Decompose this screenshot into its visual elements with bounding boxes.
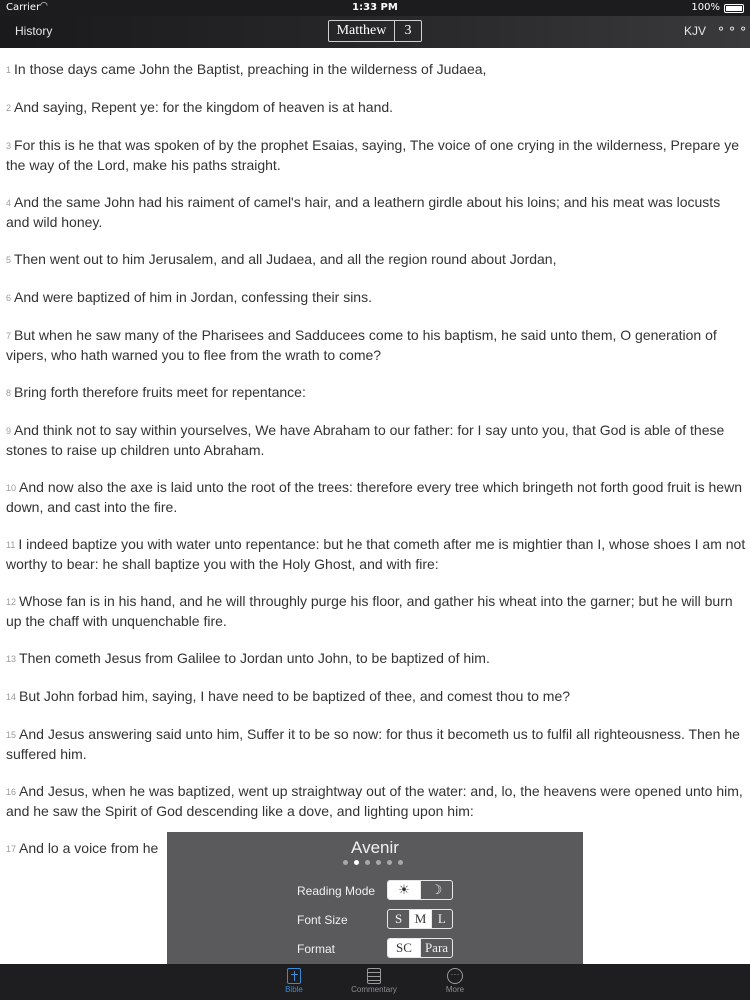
verse-text: And Jesus answering said unto him, Suffer it to be so now: for thus it becometh us to fulfil all righteousness. Then he suffered him.: [6, 726, 740, 762]
verse-number: 11: [6, 540, 16, 550]
verse-14[interactable]: [6, 687, 746, 707]
verse-number: 3: [6, 141, 12, 151]
verse-11[interactable]: [6, 535, 746, 574]
verse-text: And think not to say within yourselves, We have Abraham to our father: for I say unto you, that God is able of these stones to raise up children unto Abraham.: [6, 422, 725, 458]
page-dot[interactable]: [343, 860, 348, 865]
verse-text: For this is he that was spoken of by the prophet Esaias, saying, The voice of one crying in the wilderness, Prepare ye the way of the Lord, make his paths straight.: [6, 137, 740, 173]
verse-number: 16: [6, 787, 17, 797]
verse-text: Then cometh Jesus from Galilee to Jordan unto John, to be baptized of him.: [19, 650, 490, 666]
tab-more[interactable]: [425, 966, 485, 994]
verse-text: Whose fan is in his hand, and he will throughly purge his floor, and gather his wheat into the garner; but he will burn up the chaff with unquenchable fire.: [6, 593, 733, 629]
verse-2[interactable]: [6, 98, 746, 118]
tab-label: Bible: [285, 985, 303, 994]
verse-7[interactable]: [6, 326, 746, 365]
day-mode-icon[interactable]: ☀: [388, 881, 420, 899]
verse-text: And were baptized of him in Jordan, confessing their sins.: [14, 289, 372, 305]
wifi-icon: ◠: [40, 1, 48, 11]
verse-4[interactable]: [6, 193, 746, 232]
navigation-bar: [0, 16, 750, 48]
verse-number: 4: [6, 198, 12, 208]
reading-mode-control[interactable]: [387, 880, 453, 900]
verse-10[interactable]: [6, 478, 746, 517]
bible-icon: [287, 968, 301, 984]
more-options-icon[interactable]: ⚬⚬⚬: [716, 22, 750, 36]
verse-number: 8: [6, 388, 12, 398]
font-size-medium[interactable]: M: [409, 910, 430, 928]
verse-number: 6: [6, 293, 12, 303]
tab-commentary[interactable]: [344, 966, 404, 994]
verse-number: 13: [6, 654, 17, 664]
verse-13[interactable]: [6, 649, 746, 669]
verse-number: 1: [6, 65, 12, 75]
verse-number: 12: [6, 597, 17, 607]
status-bar: [0, 0, 750, 16]
verse-number: 15: [6, 730, 17, 740]
verse-number: 7: [6, 331, 12, 341]
verse-8[interactable]: [6, 383, 746, 403]
reading-mode-label: Reading Mode: [297, 884, 376, 898]
verse-number: 2: [6, 103, 12, 113]
history-button[interactable]: History: [15, 24, 53, 38]
carrier-label: Carrier: [6, 2, 41, 13]
verse-text: And now also the axe is laid unto the root of the trees: therefore every tree which bringeth not forth good fruit is hewn down, and cast into the fire.: [6, 479, 742, 515]
format-control[interactable]: [387, 938, 453, 958]
verse-6[interactable]: [6, 288, 746, 308]
display-settings-popover: [167, 832, 583, 964]
book-selector[interactable]: Matthew: [329, 21, 395, 41]
clock: 1:33 PM: [352, 2, 398, 13]
verse-text: But John forbad him, saying, I have need to be baptized of thee, and comest thou to me?: [19, 688, 571, 704]
page-dot[interactable]: [387, 860, 392, 865]
version-button[interactable]: KJV: [684, 24, 707, 38]
more-icon: ···: [447, 968, 463, 984]
format-paragraph-option[interactable]: Para: [420, 939, 452, 957]
verse-9[interactable]: [6, 421, 746, 460]
format-sc-option[interactable]: SC: [388, 939, 420, 957]
page-dot[interactable]: [376, 860, 381, 865]
verse-text: And lo a voice from he: [19, 840, 159, 856]
format-label: Format: [297, 942, 336, 956]
font-page-indicator[interactable]: [343, 860, 409, 866]
verse-text: Bring forth therefore fruits meet for repentance:: [14, 384, 306, 400]
battery-percent: 100%: [691, 2, 720, 13]
font-size-label: Font Size: [297, 913, 348, 927]
font-name[interactable]: Avenir: [351, 838, 399, 857]
verse-text: And the same John had his raiment of camel's hair, and a leathern girdle about his loins; and his meat was locusts and wild honey.: [6, 194, 721, 230]
verse-number: 9: [6, 426, 12, 436]
verse-text: And Jesus, when he was baptized, went up straightway out of the water: and, lo, the heavens were opened unto him, and he saw the Spirit of God descending like a dove, and lighting upon him:: [6, 783, 743, 819]
commentary-icon: [367, 968, 381, 984]
tab-label: Commentary: [351, 985, 397, 994]
night-mode-icon[interactable]: ☽: [420, 881, 452, 899]
verse-text: But when he saw many of the Pharisees and Sadducees come to his baptism, he said unto them, O generation of vipers, who hath warned you to flee from the wrath to come?: [6, 327, 717, 363]
verse-number: 14: [6, 692, 17, 702]
verse-text: I indeed baptize you with water unto repentance: but he that cometh after me is mightier than I, whose shoes I am not worthy to bear: he shall baptize you with the Holy Ghost, and with fire:: [6, 536, 746, 572]
verse-5[interactable]: [6, 250, 746, 270]
font-size-control[interactable]: [387, 909, 453, 929]
verse-16[interactable]: [6, 782, 746, 821]
verse-1[interactable]: [6, 60, 746, 80]
passage-selector[interactable]: [328, 20, 422, 42]
chapter-text[interactable]: [0, 48, 750, 964]
verse-text: And saying, Repent ye: for the kingdom of heaven is at hand.: [14, 99, 394, 115]
verse-number: 17: [6, 844, 17, 854]
verse-text: In those days came John the Baptist, preaching in the wilderness of Judaea,: [14, 61, 487, 77]
verse-text: Then went out to him Jerusalem, and all Judaea, and all the region round about Jordan,: [14, 251, 557, 267]
verse-number: 10: [6, 483, 17, 493]
battery-icon: [724, 4, 744, 13]
tab-bar: [0, 964, 750, 1000]
tab-label: More: [445, 985, 465, 994]
verse-12[interactable]: [6, 592, 746, 631]
tab-bible[interactable]: [264, 966, 324, 994]
page-dot[interactable]: [398, 860, 403, 865]
font-size-large[interactable]: L: [431, 910, 452, 928]
page-dot[interactable]: [354, 860, 359, 865]
verse-3[interactable]: [6, 136, 746, 175]
page-dot[interactable]: [365, 860, 370, 865]
verse-number: 5: [6, 255, 12, 265]
chapter-selector[interactable]: 3: [404, 23, 412, 38]
font-size-small[interactable]: S: [395, 911, 403, 926]
verse-15[interactable]: [6, 725, 746, 764]
